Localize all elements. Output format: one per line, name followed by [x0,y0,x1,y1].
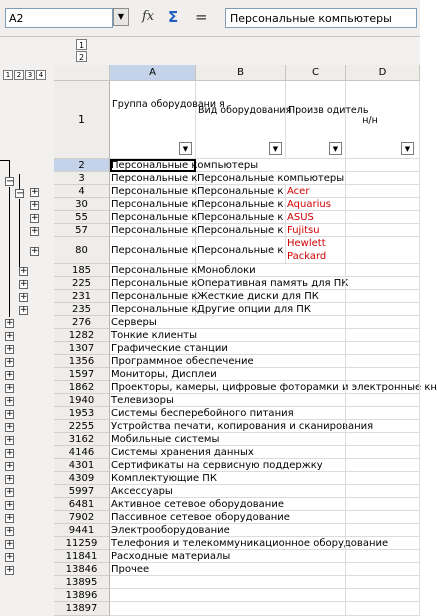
outline-expand-icon[interactable]: + [20,266,28,276]
outline-expand-icon[interactable]: + [31,213,39,223]
cell-group[interactable]: Персональные к [111,278,198,289]
cell-type[interactable] [196,524,286,537]
row-header[interactable]: 4309 [54,472,110,485]
cell-type[interactable]: Моноблоки [196,264,286,277]
cell-type[interactable]: Персональные к [196,211,286,224]
row-header[interactable]: 13895 [54,576,110,589]
outline-expand-icon[interactable]: + [6,526,14,536]
row-header[interactable]: 3 [54,172,110,185]
cell-manufacturer[interactable] [286,172,346,185]
cell-type[interactable] [196,342,286,355]
cell-nn[interactable] [346,433,420,446]
cell-nn[interactable] [346,290,420,303]
cell-manufacturer[interactable] [286,537,346,550]
cell-type[interactable] [196,433,286,446]
cell-manufacturer[interactable] [286,511,346,524]
cell-nn[interactable] [346,550,420,563]
cell-manufacturer[interactable]: Fujitsu [286,224,346,237]
cell-manufacturer[interactable] [286,159,346,172]
outline-expand-icon[interactable]: + [6,500,14,510]
cell-type[interactable] [196,537,286,550]
sum-icon[interactable]: Σ [168,8,179,26]
outline-expand-icon[interactable]: + [6,461,14,471]
row-header[interactable]: 5997 [54,485,110,498]
column-header-d[interactable]: D [346,65,420,81]
cell-group[interactable] [110,576,196,589]
cell-group[interactable]: Тонкие клиенты [111,330,197,341]
cell-type[interactable] [196,420,286,433]
cell-type[interactable] [196,316,286,329]
cell-nn[interactable] [346,329,420,342]
cell-nn[interactable] [346,368,420,381]
formula-equals-icon[interactable]: = [195,8,208,26]
cell-group[interactable]: Мобильные системы [111,434,220,445]
cell-group[interactable]: Телефония и телекоммуникационное оборудование [111,538,389,549]
cell-type[interactable]: Персональные к [196,185,286,198]
cell-manufacturer[interactable] [286,368,346,381]
outline-expand-icon[interactable]: + [6,435,14,445]
row-header[interactable]: 30 [54,198,110,211]
cell-manufacturer[interactable]: Hewlett Packard [286,237,346,264]
row-header[interactable]: 1307 [54,342,110,355]
cell-nn[interactable] [346,277,420,290]
cell-type[interactable] [196,485,286,498]
col-outline-level-2-button[interactable]: 2 [76,51,87,62]
row-outline-level-4-button[interactable]: 4 [36,70,46,80]
cell-group[interactable]: Серверы [110,316,196,329]
cell-group[interactable]: Программное обеспечение [111,356,254,367]
cell-type[interactable]: Оперативная память для ПК [197,278,349,289]
cell-manufacturer[interactable] [286,589,346,602]
outline-expand-icon[interactable]: + [6,409,14,419]
cell-nn[interactable] [346,576,420,589]
row-header[interactable]: 4 [54,185,110,198]
row-header[interactable]: 4146 [54,446,110,459]
header-cell-group[interactable] [110,81,225,159]
select-all-corner[interactable] [54,65,110,81]
outline-expand-icon[interactable]: + [31,246,39,256]
cell-type[interactable]: Жесткие диски для ПК [197,291,319,302]
outline-bracket-line [19,199,20,274]
function-wizard-icon[interactable]: 𝑓x [142,9,155,24]
cell-group[interactable]: Графические станции [111,343,228,354]
cell-type[interactable]: Другие опции для ПК [197,304,311,315]
cell-type[interactable] [196,563,286,576]
outline-expand-icon[interactable]: + [6,513,14,523]
outline-collapse-icon[interactable]: − [16,188,25,199]
cell-manufacturer[interactable] [286,303,346,316]
cell-type[interactable] [196,459,286,472]
cell-nn[interactable] [346,211,420,224]
outline-expand-icon[interactable]: + [6,539,14,549]
outline-expand-icon[interactable]: + [6,331,14,341]
row-header[interactable]: 7902 [54,511,110,524]
autofilter-nn-dropdown-icon[interactable]: ▼ [401,142,414,155]
cell-manufacturer[interactable] [286,433,346,446]
cell-group[interactable]: Комплектующие ПК [111,473,217,484]
cell-group[interactable]: Персональные к [111,186,198,197]
cell-type[interactable]: Персональные компьютеры [197,173,345,184]
cell-nn[interactable] [346,485,420,498]
cell-manufacturer[interactable] [286,264,346,277]
cell-group[interactable]: Персональные к [111,212,198,223]
header-cell-manufacturer[interactable] [286,81,369,159]
outline-expand-icon[interactable]: + [6,396,14,406]
row-header[interactable]: 1597 [54,368,110,381]
outline-expand-icon[interactable]: + [6,318,14,328]
cell-manufacturer[interactable] [286,498,346,511]
cell-group[interactable]: Персональные к [110,237,196,264]
header-nn-label: н/н [362,115,378,126]
outline-expand-icon[interactable]: + [31,226,39,236]
row-header[interactable]: 2255 [54,420,110,433]
outline-expand-icon[interactable]: + [31,187,39,197]
header-cell-nn[interactable] [346,81,420,159]
cell-type[interactable]: Персональные к [196,224,286,237]
cell-type[interactable] [196,446,286,459]
outline-expand-icon[interactable]: + [31,200,39,210]
cell-group[interactable]: Проекторы, камеры, цифровые фоторамки и электронные кн [111,382,437,393]
row-header[interactable]: 9441 [54,524,110,537]
outline-expand-icon[interactable]: + [6,474,14,484]
cell-manufacturer[interactable] [286,277,346,290]
cell-type[interactable] [196,589,286,602]
column-header-b[interactable]: B [196,65,286,81]
row-header[interactable]: 1 [54,81,110,159]
cell-group[interactable]: Устройства печати, копирования и сканирования [111,421,374,432]
name-box-value: A2 [9,12,24,25]
cell-group[interactable]: Персональные к [111,199,198,210]
cell-manufacturer[interactable] [286,381,346,394]
outline-bracket-line [9,187,10,317]
row-header[interactable]: 13897 [54,602,110,616]
cell-nn[interactable] [346,342,420,355]
outline-expand-icon[interactable]: + [6,552,14,562]
column-outline-panel [54,37,420,66]
name-box-dropdown-icon[interactable]: ▼ [113,8,129,26]
outline-expand-icon[interactable]: + [6,422,14,432]
row-header[interactable]: 80 [54,237,110,264]
cell-manufacturer[interactable] [286,290,346,303]
outline-expand-icon[interactable]: + [6,383,14,393]
cell-nn[interactable] [346,394,420,407]
cell-nn[interactable] [346,498,420,511]
autofilter-type-dropdown-icon[interactable]: ▼ [269,142,282,155]
row-header[interactable]: 231 [54,290,110,303]
row-header[interactable]: 13896 [54,589,110,602]
row-header[interactable]: 1953 [54,407,110,420]
cell-type[interactable] [196,511,286,524]
cell-group[interactable] [110,589,196,602]
cell-type[interactable] [196,407,286,420]
outline-expand-icon[interactable]: + [6,565,14,575]
cell-nn[interactable] [346,237,420,264]
cell-nn[interactable] [346,185,420,198]
row-header[interactable]: 235 [54,303,110,316]
cell-nn[interactable] [346,472,420,485]
row-header[interactable]: 276 [54,316,110,329]
cell-group[interactable]: Персональные к [111,291,198,302]
row-header[interactable]: 185 [54,264,110,277]
cell-group[interactable]: Персональные к [111,265,198,276]
cell-group[interactable]: Мониторы, Дисплеи [111,369,217,380]
cell-nn[interactable] [346,407,420,420]
cell-manufacturer[interactable] [286,563,346,576]
cell-manufacturer[interactable] [286,550,346,563]
cell-nn[interactable] [346,316,420,329]
row-outline-level-3-button[interactable]: 3 [25,70,35,80]
cell-group[interactable]: Активное сетевое оборудование [111,499,284,510]
cell-type[interactable] [196,381,286,394]
cell-nn[interactable] [346,563,420,576]
row-header[interactable]: 55 [54,211,110,224]
cell-nn[interactable] [346,303,420,316]
cell-nn[interactable] [346,511,420,524]
cell-group[interactable]: Системы бесперебойного питания [111,408,294,419]
cell-group[interactable]: Персональные к [111,173,198,184]
cell-type[interactable]: Персональные к [196,237,286,264]
cell-type[interactable] [196,498,286,511]
cell-manufacturer[interactable] [286,329,346,342]
cell-manufacturer[interactable] [286,524,346,537]
cell-manufacturer[interactable]: ASUS [286,211,346,224]
column-header-a[interactable]: A [110,65,196,81]
cell-manufacturer[interactable] [286,459,346,472]
outline-expand-icon[interactable]: + [20,292,28,302]
formula-input[interactable] [225,8,417,28]
cell-manufacturer[interactable]: Aquarius [286,198,346,211]
cell-group[interactable] [110,602,196,616]
cell-type[interactable] [196,159,286,172]
header-cell-type[interactable] [196,81,292,159]
cell-nn[interactable] [346,589,420,602]
cell-nn[interactable] [346,602,420,616]
cell-nn[interactable] [346,198,420,211]
cell-group[interactable]: Аксессуары [110,485,196,498]
cell-nn[interactable] [346,420,420,433]
cell-type[interactable] [196,355,286,368]
cell-type[interactable] [196,368,286,381]
cell-group[interactable]: Персональные к [111,225,198,236]
column-header-c[interactable]: C [286,65,346,81]
header-group-label: Группа оборудовани я [112,99,225,110]
cell-manufacturer[interactable] [286,485,346,498]
cell-group[interactable]: Системы хранения данных [111,447,254,458]
autofilter-manufacturer-dropdown-icon[interactable]: ▼ [329,142,342,155]
autofilter-group-dropdown-icon[interactable]: ▼ [179,142,192,155]
cell-manufacturer[interactable] [286,420,346,433]
row-header[interactable]: 1940 [54,394,110,407]
outline-bracket-line [9,160,10,177]
row-header[interactable]: 11841 [54,550,110,563]
row-outline-level-2-button[interactable]: 2 [14,70,24,80]
header-manufacturer-label: Произв одитель [288,105,369,116]
cell-type[interactable] [196,472,286,485]
row-header[interactable]: 4301 [54,459,110,472]
cell-nn[interactable] [346,459,420,472]
cell-group[interactable]: Персональные компьютеры [111,160,259,171]
col-outline-level-1-button[interactable]: 1 [76,39,87,50]
cell-type[interactable] [196,576,286,589]
row-header[interactable]: 1282 [54,329,110,342]
cell-nn[interactable] [346,159,420,172]
outline-expand-icon[interactable]: + [20,305,28,315]
row-header[interactable]: 3162 [54,433,110,446]
header-type-label: Вид оборудования [198,105,292,116]
row-header[interactable]: 2 [54,159,110,172]
cell-group[interactable]: Электрооборудование [111,525,230,536]
row-header[interactable]: 11259 [54,537,110,550]
cell-manufacturer[interactable] [286,602,346,616]
formula-content: Персональные компьютеры [230,12,392,25]
outline-collapse-icon[interactable]: − [6,176,15,187]
row-header[interactable]: 1356 [54,355,110,368]
outline-expand-icon[interactable]: + [6,357,14,367]
row-header[interactable]: 13846 [54,563,110,576]
cell-nn[interactable] [346,524,420,537]
cell-nn[interactable] [346,172,420,185]
spreadsheet-grid [0,37,437,616]
cell-nn[interactable] [346,264,420,277]
row-header[interactable]: 57 [54,224,110,237]
cell-manufacturer[interactable] [286,407,346,420]
outline-expand-icon[interactable]: + [6,487,14,497]
cell-type[interactable] [196,329,286,342]
cell-nn[interactable] [346,355,420,368]
cell-nn[interactable] [346,381,420,394]
cell-type[interactable] [196,602,286,616]
name-box[interactable] [5,8,113,28]
cell-group[interactable]: Сертификаты на сервисную поддержку [111,460,323,471]
cell-manufacturer[interactable] [286,446,346,459]
row-header[interactable]: 6481 [54,498,110,511]
cell-manufacturer[interactable] [286,576,346,589]
cell-manufacturer[interactable]: Acer [286,185,346,198]
outline-expand-icon[interactable]: + [6,448,14,458]
cell-type[interactable]: Персональные к [196,198,286,211]
cell-manufacturer[interactable] [286,394,346,407]
row-outline-level-1-button[interactable]: 1 [3,70,13,80]
outline-expand-icon[interactable]: + [6,344,14,354]
row-header[interactable]: 1862 [54,381,110,394]
cell-nn[interactable] [346,224,420,237]
cell-group[interactable]: Прочее [110,563,196,576]
cell-group[interactable]: Расходные материалы [111,551,231,562]
cell-manufacturer[interactable] [286,316,346,329]
cell-manufacturer[interactable] [286,342,346,355]
cell-manufacturer[interactable] [286,355,346,368]
row-header[interactable]: 225 [54,277,110,290]
cell-type[interactable] [196,394,286,407]
cell-group[interactable]: Персональные к [111,304,198,315]
cell-manufacturer[interactable] [286,472,346,485]
cell-nn[interactable] [346,537,420,550]
cell-group[interactable]: Телевизоры [110,394,196,407]
cell-group[interactable]: Пассивное сетевое оборудование [111,512,290,523]
cell-nn[interactable] [346,446,420,459]
formula-toolbar [0,0,420,37]
outline-expand-icon[interactable]: + [6,370,14,380]
outline-expand-icon[interactable]: + [20,279,28,289]
cell-type[interactable] [196,550,286,563]
